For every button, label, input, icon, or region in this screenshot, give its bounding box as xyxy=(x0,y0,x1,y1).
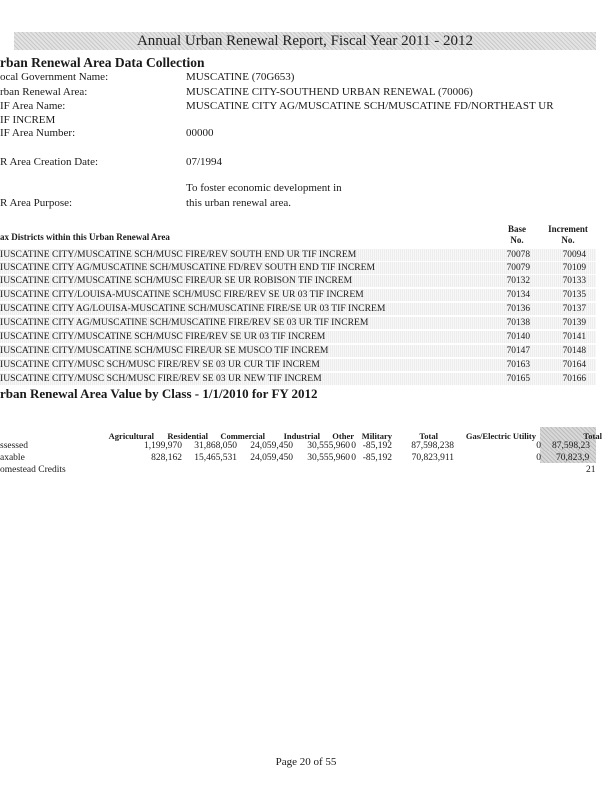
assessed-agricultural: 1,199,970 xyxy=(144,441,182,451)
page-number: Page 20 of 55 xyxy=(275,756,337,768)
district-base: 70140 xyxy=(506,332,530,342)
district-base: 70134 xyxy=(506,290,530,300)
assessed-commercial: 24,059,450 xyxy=(250,441,293,451)
field-label-creation-date: R Area Creation Date: xyxy=(0,156,99,168)
header-agricultural: Agricultural xyxy=(108,431,154,441)
row-label-taxable: axable xyxy=(0,453,25,463)
row-label-assessed: ssessed xyxy=(0,441,28,451)
assessed-military: -85,192 xyxy=(362,441,392,451)
tax-district-row xyxy=(0,331,596,343)
district-base: 70147 xyxy=(506,346,530,356)
district-name: IUSCATINE CITY/MUSC SCH/MUSC FIRE/REV SE 03 UR NEW TIF INCREM xyxy=(0,373,322,384)
district-name: IUSCATINE CITY/LOUISA-MUSCATINE SCH/MUSC FIRE/REV SE UR 03 TIF INCREM xyxy=(0,289,364,300)
tax-district-row xyxy=(0,275,596,287)
tax-district-row xyxy=(0,303,596,315)
district-base: 70136 xyxy=(506,304,530,314)
assessed-gas-electric: 0 xyxy=(536,441,541,451)
district-base: 70165 xyxy=(506,374,530,384)
assessed-industrial: 30,555,960 xyxy=(307,441,350,451)
increment-header-line1: Increment xyxy=(548,224,588,234)
taxable-agricultural: 828,162 xyxy=(151,453,182,463)
taxable-gas-electric: 0 xyxy=(536,453,541,463)
assessed-total: 87,598,238 xyxy=(411,441,454,451)
district-base: 70079 xyxy=(506,263,530,273)
tax-district-row xyxy=(0,289,596,301)
taxable-industrial: 30,555,960 xyxy=(307,453,350,463)
header-other: Other xyxy=(332,431,354,441)
tax-district-row xyxy=(0,262,596,274)
field-value-creation-date: 07/1994 xyxy=(186,156,223,168)
row-label-homestead-credits: omestead Credits xyxy=(0,465,66,475)
tax-district-row xyxy=(0,317,596,329)
tax-district-row xyxy=(0,359,596,371)
district-increment: 70148 xyxy=(562,346,586,356)
assessed-residential: 31,868,050 xyxy=(194,441,237,451)
district-increment: 70133 xyxy=(562,276,586,286)
taxable-commercial: 24,059,450 xyxy=(250,453,293,463)
tax-district-row xyxy=(0,373,596,385)
taxable-military: -85,192 xyxy=(362,453,392,463)
district-base: 70132 xyxy=(506,276,530,286)
base-no-header xyxy=(500,224,534,246)
field-value-tif-area-name: MUSCATINE CITY AG/MUSCATINE SCH/MUSCATINE FD/NORTHEAST UR xyxy=(186,100,554,112)
district-increment: 70164 xyxy=(562,360,586,370)
header-total: Total xyxy=(419,431,438,441)
district-increment: 70141 xyxy=(562,332,586,342)
district-name: IUSCATINE CITY/MUSC SCH/MUSC FIRE/REV SE 03 UR CUR TIF INCREM xyxy=(0,359,320,370)
purpose-line-1: To foster economic development in xyxy=(186,182,342,194)
header-gas-electric-utility: Gas/Electric Utility xyxy=(465,431,536,441)
base-header-line1: Base xyxy=(508,224,526,234)
field-value-urban-renewal-area: MUSCATINE CITY-SOUTHEND URBAN RENEWAL (70006) xyxy=(186,86,473,98)
data-collection-heading: rban Renewal Area Data Collection xyxy=(0,55,205,70)
district-name: IUSCATINE CITY/MUSCATINE SCH/MUSC FIRE/REV SOUTH END UR TIF INCREM xyxy=(0,249,357,260)
assessed-grand-total: 87,598,23 xyxy=(552,441,590,451)
header-residential: Residential xyxy=(167,431,208,441)
taxable-residential: 15,465,531 xyxy=(194,453,237,463)
field-value-local-government: MUSCATINE (70G653) xyxy=(186,71,295,83)
district-base: 70138 xyxy=(506,318,530,328)
field-label-local-government: ocal Government Name: xyxy=(0,71,109,83)
district-base: 70078 xyxy=(506,250,530,260)
district-increment: 70135 xyxy=(562,290,586,300)
field-label-tif-area-name: IF Area Name: xyxy=(0,100,66,112)
field-label-purpose: R Area Purpose: xyxy=(0,197,73,209)
field-value-tif-area-number: 00000 xyxy=(186,127,214,139)
increment-no-header xyxy=(540,224,596,246)
district-increment: 70166 xyxy=(562,374,586,384)
district-name: IUSCATINE CITY AG/MUSCATINE SCH/MUSCATINE FIRE/REV SE 03 UR TIF INCREM xyxy=(0,317,369,328)
district-name: IUSCATINE CITY/MUSCATINE SCH/MUSC FIRE/UR SE MUSCO TIF INCREM xyxy=(0,345,329,356)
tax-district-row xyxy=(0,249,596,261)
value-by-class-heading: rban Renewal Area Value by Class - 1/1/2010 for FY 2012 xyxy=(0,386,318,401)
district-name: IUSCATINE CITY/MUSCATINE SCH/MUSC FIRE/REV SE UR 03 TIF INCREM xyxy=(0,331,326,342)
tax-district-row xyxy=(0,345,596,357)
taxable-total: 70,823,911 xyxy=(411,453,454,463)
base-header-line2: No. xyxy=(510,235,524,245)
header-military: Military xyxy=(361,431,392,441)
district-name: IUSCATINE CITY AG/MUSCATINE SCH/MUSCATINE FD/REV SOUTH END TIF INCREM xyxy=(0,262,376,273)
field-label-tif-increm: IF INCREM xyxy=(0,114,56,126)
district-increment: 70109 xyxy=(562,263,586,273)
taxable-grand-total: 70,823,9 xyxy=(556,453,590,463)
header-industrial: Industrial xyxy=(283,431,320,441)
field-label-urban-renewal-area: rban Renewal Area: xyxy=(0,86,88,98)
field-label-tif-area-number: IF Area Number: xyxy=(0,127,76,139)
district-increment: 70137 xyxy=(562,304,586,314)
header-grand-total: Total xyxy=(583,431,602,441)
increment-header-line2: No. xyxy=(561,235,575,245)
header-commercial: Commercial xyxy=(220,431,265,441)
report-title: Annual Urban Renewal Report, Fiscal Year 2011 - 2012 xyxy=(14,32,596,50)
district-increment: 70094 xyxy=(562,250,586,260)
purpose-line-2: this urban renewal area. xyxy=(186,197,292,209)
taxable-other: 0 xyxy=(351,453,356,463)
district-base: 70163 xyxy=(506,360,530,370)
district-increment: 70139 xyxy=(562,318,586,328)
homestead-credits-total: 21 xyxy=(586,465,596,475)
tax-districts-heading: ax Districts within this Urban Renewal Area xyxy=(0,232,170,242)
district-name: IUSCATINE CITY AG/LOUISA-MUSCATINE SCH/MUSCATINE FIRE/SE UR 03 TIF INCREM xyxy=(0,303,386,314)
assessed-other: 0 xyxy=(351,441,356,451)
district-name: IUSCATINE CITY/MUSCATINE SCH/MUSC FIRE/UR SE UR ROBISON TIF INCREM xyxy=(0,275,353,286)
